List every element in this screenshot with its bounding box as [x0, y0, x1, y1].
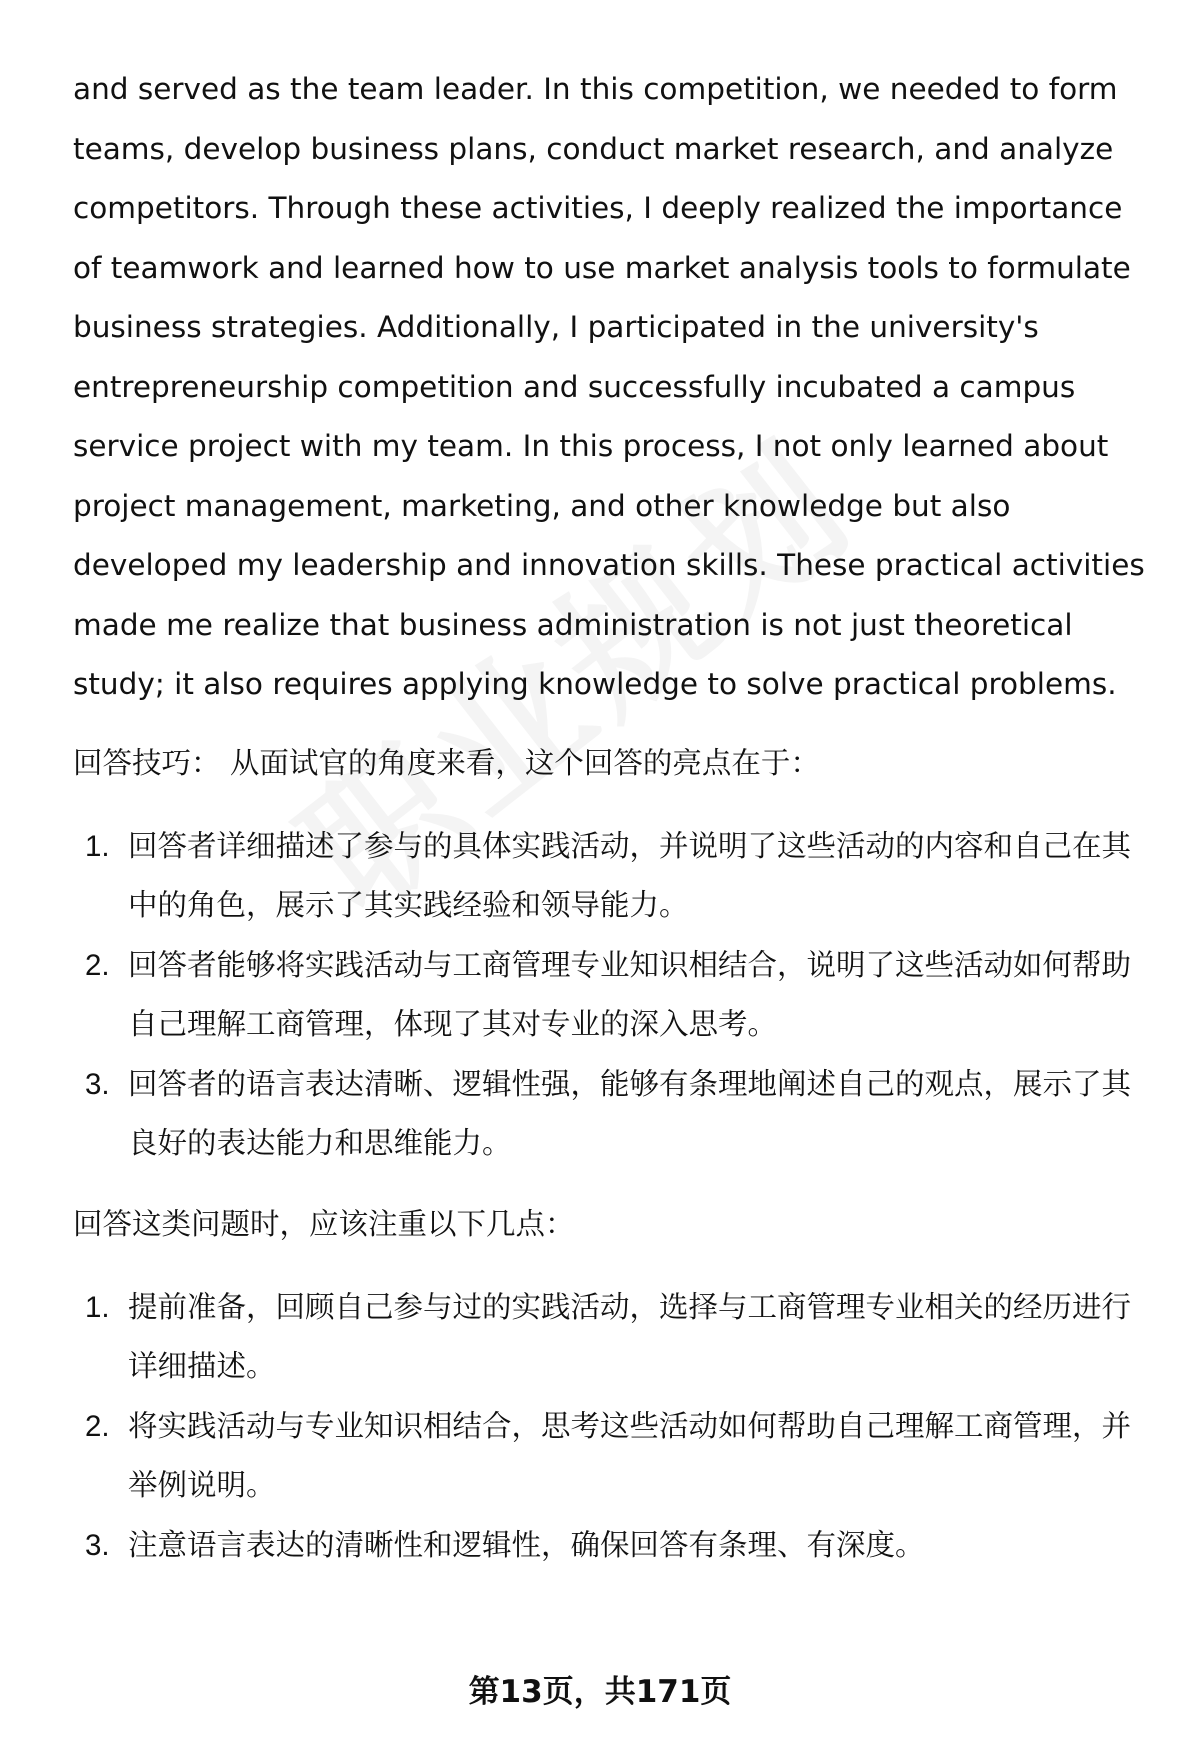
list-item-number: 1. — [85, 1290, 110, 1324]
list-item — [73, 1278, 1153, 1397]
points-list — [73, 1278, 1153, 1576]
list-item-text: 提前准备，回顾自己参与过的实践活动，选择与工商管理专业相关的经历进行详细描述。 — [128, 1289, 1132, 1383]
list-item-number: 2. — [85, 948, 110, 982]
points-heading: 回答这类问题时，应该注重以下几点： — [73, 1206, 575, 1241]
intro-paragraph: and served as the team leader. In this competition, we needed to form teams, develop business plans, conduct market research, and analyze competitors. Through these activities, I deeply realized the importance of teamwork and learned how to use market analysis tools to formulate business strategies. Additionally, I participated in the university's entrepreneurship competition and successfully incubated a campus service project with my team. In this process, I not only learned about project management, marketing, and other knowledge but also developed my leadership and innovation skills. These practical activities made me realize that business administration is not just theoretical study; it also requires applying knowledge to solve practical problems. — [73, 72, 1145, 701]
list-item-text: 回答者能够将实践活动与工商管理专业知识相结合，说明了这些活动如何帮助自己理解工商管理，体现了其对专业的深入思考。 — [128, 947, 1132, 1041]
list-item-text: 将实践活动与专业知识相结合，思考这些活动如何帮助自己理解工商管理，并举例说明。 — [128, 1408, 1132, 1502]
list-item — [73, 1397, 1153, 1516]
list-item — [73, 817, 1153, 936]
list-item-number: 3. — [85, 1528, 110, 1562]
list-item — [73, 936, 1153, 1055]
list-item-text: 回答者的语言表达清晰、逻辑性强，能够有条理地阐述自己的观点，展示了其良好的表达能力和思维能力。 — [128, 1066, 1132, 1160]
tips-heading: 回答技巧： 从面试官的角度来看，这个回答的亮点在于： — [73, 745, 820, 780]
list-item-text: 注意语言表达的清晰性和逻辑性，确保回答有条理、有深度。 — [128, 1527, 925, 1562]
list-item — [73, 1516, 1153, 1576]
page-footer: 第13页，共171页 — [468, 1674, 732, 1710]
list-item-number: 1. — [85, 829, 110, 863]
tips-list — [73, 817, 1153, 1174]
list-item-number: 3. — [85, 1067, 110, 1101]
list-item-text: 回答者详细描述了参与的具体实践活动，并说明了这些活动的内容和自己在其中的角色，展示了其实践经验和领导能力。 — [128, 828, 1132, 922]
page-content — [73, 60, 1153, 1575]
list-item — [73, 1055, 1153, 1174]
list-item-number: 2. — [85, 1409, 110, 1443]
